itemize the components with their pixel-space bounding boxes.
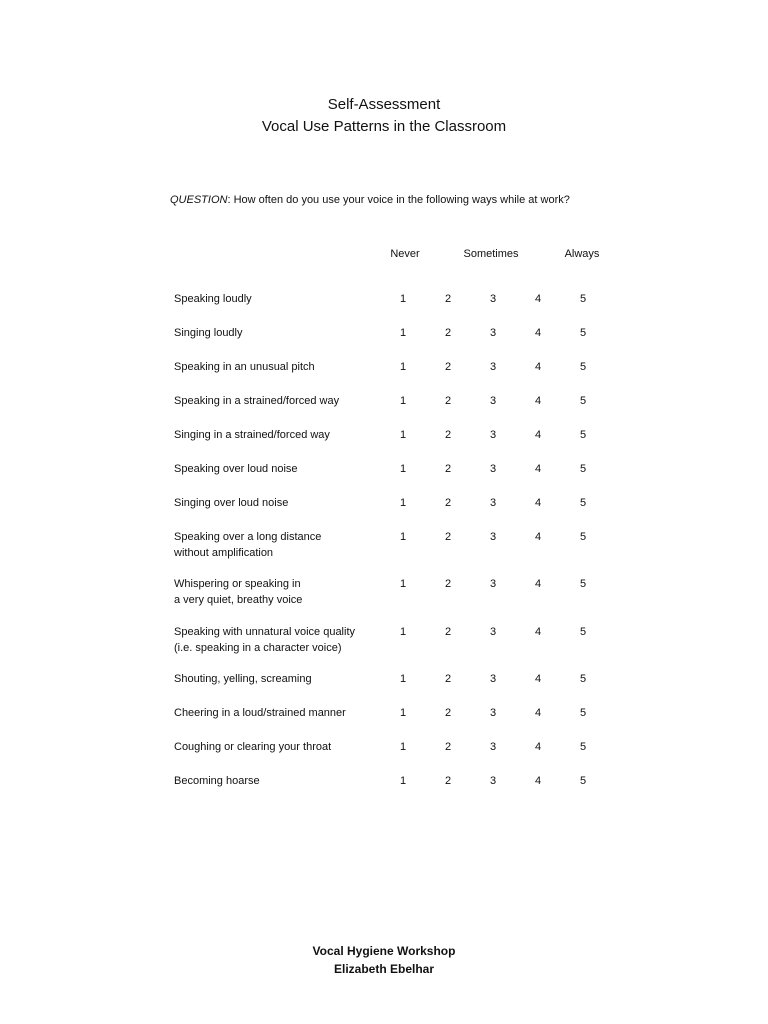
rating-option-4: 4 [534,429,542,441]
question-label: QUESTION [170,194,228,206]
item-label-line: Speaking with unnatural voice quality [174,626,356,638]
rating-option-3: 3 [489,775,497,787]
assessment-row [0,705,768,739]
item-label-line: Singing over loud noise [174,497,289,509]
footer-author: Elizabeth Ebelhar [333,962,435,976]
assessment-row [0,671,768,705]
assessment-row [0,773,768,807]
rating-option-3: 3 [489,497,497,509]
rating-option-5: 5 [579,673,587,685]
item-label [174,495,288,511]
rating-option-2: 2 [444,531,452,543]
rating-option-1: 1 [399,395,407,407]
rating-option-1: 1 [399,293,407,305]
assessment-row [0,291,768,325]
rating-option-5: 5 [579,395,587,407]
rating-option-3: 3 [489,741,497,753]
item-label-line: Whispering or speaking in [174,578,301,590]
item-label [174,359,315,375]
item-label [174,529,321,561]
assessment-row [0,325,768,359]
item-label [174,291,252,307]
item-label-line: Speaking loudly [174,293,252,305]
rating-option-5: 5 [579,626,587,638]
rating-option-5: 5 [579,293,587,305]
rating-option-4: 4 [534,775,542,787]
assessment-row [0,624,768,658]
rating-option-1: 1 [399,463,407,475]
item-label [174,325,243,341]
rating-option-4: 4 [534,707,542,719]
rating-option-1: 1 [399,626,407,638]
item-label [174,671,312,687]
item-label-line: without amplification [174,547,274,559]
rating-option-5: 5 [579,429,587,441]
rating-option-3: 3 [489,531,497,543]
item-label-line: Coughing or clearing your throat [174,741,332,753]
rating-option-2: 2 [444,775,452,787]
assessment-row [0,739,768,773]
rating-option-5: 5 [579,741,587,753]
rating-option-3: 3 [489,327,497,339]
rating-option-3: 3 [489,578,497,590]
footer-workshop: Vocal Hygiene Workshop [312,944,456,958]
assessment-row [0,393,768,427]
rating-option-4: 4 [534,626,542,638]
assessment-row [0,529,768,563]
item-label-line: a very quiet, breathy voice [174,594,303,606]
rating-option-2: 2 [444,626,452,638]
rating-option-1: 1 [399,578,407,590]
item-label [174,773,260,789]
rating-option-1: 1 [399,361,407,373]
item-label-line: (i.e. speaking in a character voice) [174,642,342,654]
item-label [174,739,331,755]
rating-option-5: 5 [579,775,587,787]
rating-option-5: 5 [579,707,587,719]
rating-option-2: 2 [444,293,452,305]
document-title: Self-Assessment [327,96,441,113]
rating-option-5: 5 [579,327,587,339]
rating-option-4: 4 [534,327,542,339]
rating-option-3: 3 [489,626,497,638]
rating-option-2: 2 [444,578,452,590]
item-label-line: Singing in a strained/forced way [174,429,330,441]
rating-option-1: 1 [399,531,407,543]
rating-option-1: 1 [399,497,407,509]
assessment-row [0,427,768,461]
rating-option-2: 2 [444,463,452,475]
item-label-line: Cheering in a loud/strained manner [174,707,346,719]
rating-option-1: 1 [399,707,407,719]
rating-option-2: 2 [444,707,452,719]
rating-option-4: 4 [534,531,542,543]
rating-option-2: 2 [444,361,452,373]
rating-option-1: 1 [399,775,407,787]
item-label [174,705,346,721]
item-label-line: Shouting, yelling, screaming [174,673,312,685]
rating-option-3: 3 [489,429,497,441]
document-subtitle: Vocal Use Patterns in the Classroom [261,118,507,135]
rating-option-4: 4 [534,741,542,753]
rating-option-3: 3 [489,293,497,305]
rating-option-3: 3 [489,361,497,373]
scale-header-always: Always [564,248,600,260]
item-label [174,427,330,443]
rating-option-3: 3 [489,673,497,685]
item-label-line: Singing loudly [174,327,243,339]
assessment-row [0,461,768,495]
assessment-row [0,495,768,529]
rating-option-3: 3 [489,395,497,407]
assessment-row [0,576,768,610]
rating-option-3: 3 [489,707,497,719]
scale-header-sometimes: Sometimes [463,248,519,260]
item-label-line: Speaking over a long distance [174,531,322,543]
question-text: : How often do you use your voice in the following ways while at work? [227,194,570,206]
item-label [174,393,339,409]
rating-option-4: 4 [534,578,542,590]
item-label-line: Speaking over loud noise [174,463,298,475]
rating-option-4: 4 [534,361,542,373]
rating-option-2: 2 [444,497,452,509]
rating-option-5: 5 [579,463,587,475]
rating-option-2: 2 [444,673,452,685]
rating-option-2: 2 [444,395,452,407]
rating-option-3: 3 [489,463,497,475]
item-label-line: Speaking in an unusual pitch [174,361,315,373]
rating-option-2: 2 [444,741,452,753]
rating-option-5: 5 [579,361,587,373]
rating-option-1: 1 [399,327,407,339]
rating-option-4: 4 [534,293,542,305]
rating-option-1: 1 [399,429,407,441]
rating-option-5: 5 [579,578,587,590]
rating-option-1: 1 [399,741,407,753]
rating-option-2: 2 [444,429,452,441]
item-label [174,576,302,608]
rating-option-1: 1 [399,673,407,685]
rating-option-5: 5 [579,531,587,543]
rating-option-4: 4 [534,395,542,407]
question-prompt [170,192,570,208]
item-label-line: Speaking in a strained/forced way [174,395,340,407]
rating-option-4: 4 [534,673,542,685]
rating-option-2: 2 [444,327,452,339]
rating-option-4: 4 [534,497,542,509]
rating-option-5: 5 [579,497,587,509]
item-label [174,624,355,656]
item-label [174,461,298,477]
item-label-line: Becoming hoarse [174,775,260,787]
rating-option-4: 4 [534,463,542,475]
assessment-row [0,359,768,393]
scale-header-never: Never [390,248,420,260]
